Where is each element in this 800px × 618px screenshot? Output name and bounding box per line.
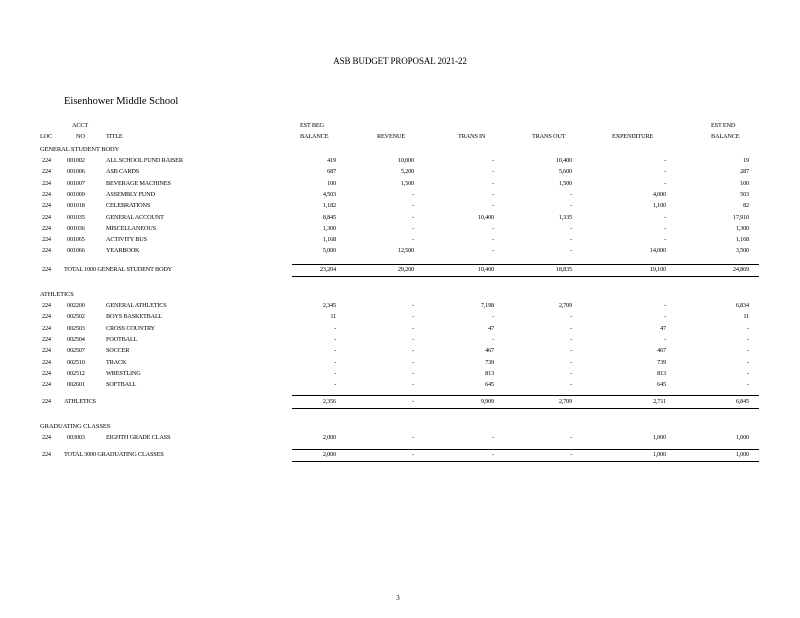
tout-cell: -	[570, 358, 572, 366]
tin-cell: -	[492, 190, 494, 198]
total-loc-cell: 224	[42, 398, 51, 405]
tin-cell: 7,198	[480, 302, 494, 309]
title-cell: MISCELLANEOUS	[106, 224, 156, 232]
rev-cell: -	[412, 236, 414, 244]
title-cell: BEVERAGE MACHINES	[106, 179, 171, 187]
title-cell: EIGHTH GRADE CLASS	[106, 434, 171, 441]
total-rev-cell: -	[412, 398, 414, 405]
exp-cell: 1,100	[652, 202, 666, 210]
tin-cell: -	[492, 335, 494, 343]
beg-cell: 419	[327, 157, 336, 164]
exp-cell: -	[664, 313, 666, 321]
total-rule-top	[292, 395, 759, 396]
tout-cell: -	[570, 434, 572, 441]
end-cell: 17,910	[732, 213, 749, 221]
loc-cell: 224	[42, 302, 51, 309]
end-cell: 503	[740, 190, 749, 198]
rev-cell: -	[412, 302, 414, 309]
title-cell: BOYS BASKETBALL	[106, 313, 163, 321]
exp-cell: -	[664, 302, 666, 309]
rev-cell: -	[412, 190, 414, 198]
acct-cell: 002504	[67, 335, 85, 343]
rev-cell: 1,500	[400, 179, 414, 187]
total-rule-bottom	[292, 461, 759, 462]
rev-cell: 12,500	[397, 247, 414, 255]
total-rule-top	[292, 264, 759, 265]
end-cell: -	[747, 335, 749, 343]
tin-cell: 739	[485, 358, 494, 366]
loc-cell: 224	[42, 157, 51, 164]
loc-cell: 224	[42, 324, 51, 332]
end-cell: 82	[743, 202, 749, 210]
header-loc: LOC	[40, 133, 52, 140]
beg-cell: 2,345	[322, 302, 336, 309]
acct-cell: 001018	[67, 202, 85, 210]
acct-cell: 002507	[67, 347, 85, 355]
tin-cell: -	[492, 179, 494, 187]
beg-cell: 1,300	[322, 224, 336, 232]
total-rule-bottom	[292, 408, 759, 409]
total-rule-top	[292, 449, 759, 450]
beg-cell: 100	[327, 179, 336, 187]
tout-cell: -	[570, 335, 572, 343]
exp-cell: -	[664, 213, 666, 221]
total-loc-cell: 224	[42, 451, 51, 458]
tout-cell: 1,335	[558, 213, 572, 221]
tout-cell: -	[570, 224, 572, 232]
end-cell: 287	[740, 168, 749, 176]
section-heading: GENERAL STUDENT BODY	[40, 146, 120, 153]
exp-cell: 47	[660, 324, 666, 332]
title-cell: WRESTLING	[106, 369, 141, 377]
total-rev-cell: 29,200	[397, 266, 414, 273]
loc-cell: 224	[42, 236, 51, 244]
end-cell: 19	[743, 157, 749, 164]
tin-cell: 467	[485, 347, 494, 355]
loc-cell: 224	[42, 213, 51, 221]
beg-cell: -	[334, 324, 336, 332]
beg-cell: 4,503	[322, 190, 336, 198]
tout-cell: -	[570, 381, 572, 389]
title-cell: GENERAL ACCOUNT	[106, 213, 164, 221]
beg-cell: 8,845	[322, 213, 336, 221]
total-rule-bottom	[292, 276, 759, 277]
title-cell: FOOTBALL	[106, 335, 138, 343]
end-cell: 100	[740, 179, 749, 187]
tin-cell: 10,400	[477, 213, 494, 221]
loc-cell: 224	[42, 179, 51, 187]
rev-cell: -	[412, 358, 414, 366]
beg-cell: -	[334, 347, 336, 355]
total-tin-cell: 9,909	[480, 398, 494, 405]
acct-cell: 002503	[67, 324, 85, 332]
end-cell: 1,300	[735, 224, 749, 232]
acct-cell: 002200	[67, 302, 85, 309]
page-number: 3	[396, 594, 400, 602]
end-cell: 6,834	[735, 302, 749, 309]
tout-cell: 5,600	[558, 168, 572, 176]
header-trans-in: TRANS IN	[458, 133, 486, 140]
total-label: TOTAL 1000 GENERAL STUDENT BODY	[64, 266, 173, 273]
title-cell: SOFTBALL	[106, 381, 137, 389]
title-cell: GENERAL ATHLETICS	[106, 302, 167, 309]
acct-cell: 001002	[67, 157, 85, 164]
rev-cell: -	[412, 381, 414, 389]
title-cell: CROSS COUNTRY	[106, 324, 156, 332]
loc-cell: 224	[42, 381, 51, 389]
total-tout-cell: -	[570, 451, 572, 458]
end-cell: -	[747, 324, 749, 332]
end-cell: 3,500	[735, 247, 749, 255]
loc-cell: 224	[42, 347, 51, 355]
tin-cell: -	[492, 168, 494, 176]
title-cell: SOCCER	[106, 347, 130, 355]
acct-cell: 002510	[67, 358, 85, 366]
loc-cell: 224	[42, 247, 51, 255]
rev-cell: -	[412, 213, 414, 221]
acct-cell: 002512	[67, 369, 85, 377]
total-exp-cell: 1,000	[652, 451, 666, 458]
section-heading: GRADUATING CLASSES	[40, 423, 111, 430]
acct-cell: 001009	[67, 190, 85, 198]
tout-cell: -	[570, 190, 572, 198]
total-exp-cell: 2,711	[653, 398, 666, 405]
tout-cell: -	[570, 202, 572, 210]
exp-cell: 1,000	[652, 434, 666, 441]
exp-cell: -	[664, 157, 666, 164]
tout-cell: -	[570, 369, 572, 377]
rev-cell: -	[412, 369, 414, 377]
header-trans-out: TRANS OUT	[532, 133, 566, 140]
title-cell: TRACK	[106, 358, 127, 366]
tout-cell: -	[570, 247, 572, 255]
header-est-beg-top: EST BEG	[300, 122, 324, 129]
loc-cell: 224	[42, 190, 51, 198]
tin-cell: -	[492, 247, 494, 255]
tin-cell: -	[492, 202, 494, 210]
exp-cell: 467	[657, 347, 666, 355]
rev-cell: -	[412, 224, 414, 232]
beg-cell: -	[334, 358, 336, 366]
total-rev-cell: -	[412, 451, 414, 458]
end-cell: 1,000	[735, 434, 749, 441]
total-label: TOTAL 3000 GRADUATING CLASSES	[64, 451, 164, 458]
end-cell: 1,168	[735, 236, 749, 244]
exp-cell: -	[664, 179, 666, 187]
exp-cell: 14,000	[649, 247, 666, 255]
exp-cell: 4,000	[652, 190, 666, 198]
beg-cell: 5,000	[322, 247, 336, 255]
rev-cell: -	[412, 335, 414, 343]
title-cell: ACTIVITY BUS	[106, 236, 147, 244]
total-end-cell: 6,845	[735, 398, 749, 405]
exp-cell: -	[664, 335, 666, 343]
end-cell: -	[747, 369, 749, 377]
beg-cell: 11	[330, 313, 336, 321]
end-cell: -	[747, 381, 749, 389]
document-title: ASB BUDGET PROPOSAL 2021-22	[333, 56, 467, 66]
beg-cell: -	[334, 369, 336, 377]
header-title: TITLE	[106, 133, 123, 140]
loc-cell: 224	[42, 168, 51, 176]
total-end-cell: 1,000	[735, 451, 749, 458]
loc-cell: 224	[42, 202, 51, 210]
rev-cell: -	[412, 347, 414, 355]
rev-cell: 10,000	[397, 157, 414, 164]
tin-cell: -	[492, 236, 494, 244]
section-heading: ATHLETICS	[40, 291, 74, 298]
title-cell: ASSEMBLY FUND	[106, 190, 155, 198]
total-tin-cell: 10,400	[477, 266, 494, 273]
acct-cell: 001036	[67, 224, 85, 232]
exp-cell: -	[664, 224, 666, 232]
rev-cell: -	[412, 434, 414, 441]
tout-cell: 2,709	[558, 302, 572, 309]
header-expenditure: EXPENDITURE	[612, 133, 654, 140]
total-loc-cell: 224	[42, 266, 51, 273]
acct-cell: 001065	[67, 236, 85, 244]
exp-cell: 813	[657, 369, 666, 377]
tin-cell: -	[492, 434, 494, 441]
rev-cell: 5,200	[400, 168, 414, 176]
tout-cell: -	[570, 313, 572, 321]
exp-cell: 739	[657, 358, 666, 366]
header-est-end-bottom: BALANCE	[711, 133, 740, 140]
school-name: Eisenhower Middle School	[64, 96, 179, 107]
acct-cell: 001066	[67, 247, 85, 255]
tout-cell: 10,400	[555, 157, 572, 164]
tin-cell: 47	[488, 324, 494, 332]
total-end-cell: 24,869	[732, 266, 749, 273]
loc-cell: 224	[42, 335, 51, 343]
tout-cell: -	[570, 324, 572, 332]
header-est-beg-bottom: BALANCE	[300, 133, 329, 140]
loc-cell: 224	[42, 224, 51, 232]
beg-cell: 1,182	[322, 202, 336, 210]
total-tin-cell: -	[492, 451, 494, 458]
tout-cell: 1,500	[558, 179, 572, 187]
total-beg-cell: 2,000	[322, 451, 336, 458]
tout-cell: -	[570, 347, 572, 355]
tin-cell: -	[492, 157, 494, 164]
title-cell: CELEBRATIONS	[106, 202, 151, 210]
total-exp-cell: 19,100	[649, 266, 666, 273]
exp-cell: -	[664, 168, 666, 176]
exp-cell: 645	[657, 381, 666, 389]
total-label: ATHLETICS	[64, 398, 96, 405]
end-cell: 11	[743, 313, 749, 321]
acct-cell: 001007	[67, 179, 85, 187]
tin-cell: -	[492, 313, 494, 321]
loc-cell: 224	[42, 313, 51, 321]
exp-cell: -	[664, 236, 666, 244]
total-tout-cell: 18,835	[555, 266, 572, 273]
acct-cell: 003003	[67, 434, 85, 441]
tout-cell: -	[570, 236, 572, 244]
acct-cell: 002502	[67, 313, 85, 321]
beg-cell: -	[334, 381, 336, 389]
beg-cell: 1,168	[322, 236, 336, 244]
header-acct-bottom: NO	[76, 133, 85, 140]
loc-cell: 224	[42, 358, 51, 366]
rev-cell: -	[412, 313, 414, 321]
end-cell: -	[747, 347, 749, 355]
loc-cell: 224	[42, 434, 51, 441]
beg-cell: 687	[327, 168, 336, 176]
title-cell: ALL SCHOOL FUND RAISER	[106, 157, 183, 164]
total-beg-cell: 2,356	[322, 398, 336, 405]
rev-cell: -	[412, 202, 414, 210]
acct-cell: 001035	[67, 213, 85, 221]
end-cell: -	[747, 358, 749, 366]
header-acct-top: ACCT	[72, 122, 88, 129]
acct-cell: 002601	[67, 381, 85, 389]
header-est-end-top: EST END	[711, 122, 736, 129]
header-revenue: REVENUE	[377, 133, 405, 140]
tin-cell: -	[492, 224, 494, 232]
title-cell: ASB CARDS	[106, 168, 140, 176]
beg-cell: 2,000	[322, 434, 336, 441]
total-beg-cell: 23,204	[319, 266, 336, 273]
acct-cell: 001006	[67, 168, 85, 176]
total-tout-cell: 2,709	[558, 398, 572, 405]
tin-cell: 645	[485, 381, 494, 389]
tin-cell: 813	[485, 369, 494, 377]
beg-cell: -	[334, 335, 336, 343]
rev-cell: -	[412, 324, 414, 332]
loc-cell: 224	[42, 369, 51, 377]
title-cell: YEARBOOK	[106, 247, 140, 255]
